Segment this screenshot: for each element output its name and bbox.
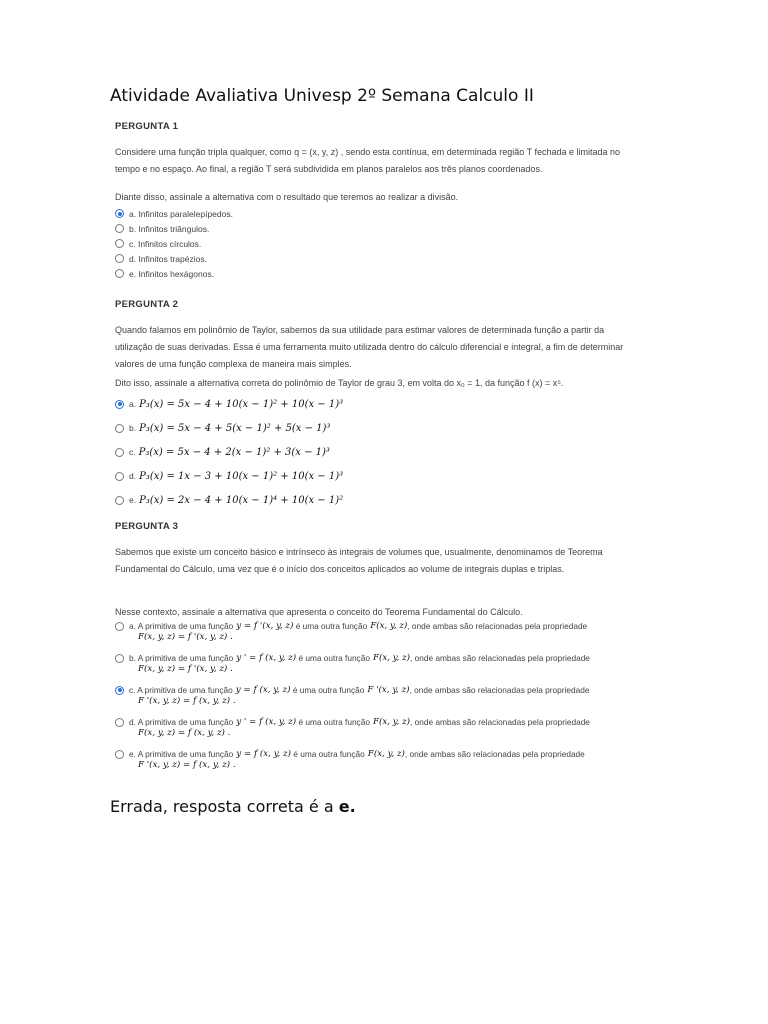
- option-formula: y = f (x, y, z): [236, 749, 291, 759]
- option-property-formula: F '(x, y, z) = f (x, y, z) .: [138, 696, 236, 706]
- radio-selected-icon[interactable]: [115, 209, 124, 218]
- option-q3-c[interactable]: [115, 685, 645, 717]
- option-text: é uma outra função: [292, 685, 365, 695]
- question-1-text-line-2: tempo e no espaço. Ao final, a região T será subdividida em planos paralelos aos três planos coordenados.: [115, 164, 543, 174]
- option-q3-a[interactable]: [115, 621, 645, 653]
- option-text: e. A primitiva de uma função: [129, 749, 234, 759]
- radio-icon[interactable]: [115, 496, 124, 505]
- option-text: , onde ambas são relacionadas pela propriedade: [409, 685, 590, 695]
- option-text: a. A primitiva de uma função: [129, 621, 234, 631]
- radio-icon[interactable]: [115, 424, 124, 433]
- question-1-prompt: Diante disso, assinale a alternativa com o resultado que teremos ao realizar a divisão.: [115, 192, 459, 202]
- radio-icon[interactable]: [115, 750, 124, 759]
- option-formula: P₃(x) = 2x − 4 + 10(x − 1)⁴ + 10(x − 1)²: [139, 494, 344, 506]
- option-label: c. Infinitos círculos.: [129, 238, 202, 249]
- option-q1-b[interactable]: [115, 221, 645, 236]
- option-text: , onde ambas são relacionadas pela propriedade: [410, 653, 590, 663]
- option-letter: a.: [129, 399, 137, 409]
- option-formula: P₃(x) = 5x − 4 + 5(x − 1)² + 5(x − 1)³: [139, 422, 331, 434]
- result-answer: e.: [338, 797, 356, 816]
- result-statement: [110, 797, 356, 816]
- option-letter: e.: [129, 495, 137, 505]
- option-formula: P₃(x) = 5x − 4 + 10(x − 1)² + 10(x − 1)³: [139, 398, 344, 410]
- option-letter: c.: [129, 447, 136, 457]
- option-property-formula: F(x, y, z) = f '(x, y, z) .: [138, 664, 233, 674]
- question-1-options: [115, 206, 645, 281]
- option-q2-c[interactable]: [115, 440, 645, 464]
- radio-icon[interactable]: [115, 239, 124, 248]
- option-formula: P₃(x) = 5x − 4 + 2(x − 1)² + 3(x − 1)³: [138, 446, 330, 458]
- option-formula: y ' = f (x, y, z): [236, 717, 297, 727]
- radio-icon[interactable]: [115, 269, 124, 278]
- radio-icon[interactable]: [115, 448, 124, 457]
- radio-selected-icon[interactable]: [115, 400, 124, 409]
- question-2-prompt: Dito isso, assinale a alternativa correta do polinômio de Taylor de grau 3, em volta do x₀ = 1, da função f (x) = x⁵.: [115, 378, 564, 388]
- option-q2-b[interactable]: [115, 416, 645, 440]
- question-2-text-line-2: utilização de suas derivadas. Essa é uma ferramenta muito utilizada dentro do cálculo diferencial e integral, a fim de determinar: [115, 342, 624, 352]
- option-q2-a[interactable]: [115, 392, 645, 416]
- question-2: [115, 299, 645, 512]
- option-q1-a[interactable]: [115, 206, 645, 221]
- option-formula: P₃(x) = 1x − 3 + 10(x − 1)² + 10(x − 1)³: [139, 470, 344, 482]
- option-text: c. A primitiva de uma função: [129, 685, 233, 695]
- question-1-header: PERGUNTA 1: [115, 121, 179, 132]
- option-formula: F(x, y, z): [367, 749, 405, 759]
- question-3: [115, 521, 645, 781]
- option-formula: F '(x, y, z): [367, 685, 410, 695]
- result-text: Errada, resposta correta é a: [110, 797, 339, 816]
- question-1-text-line-1: Considere uma função tripla qualquer, como q = (x, y, z) , sendo esta contínua, em determinada região T fechada e limitada no: [115, 147, 621, 157]
- option-label: e. Infinitos hexágonos.: [129, 268, 215, 279]
- radio-icon[interactable]: [115, 254, 124, 263]
- option-formula: y = f (x, y, z): [235, 685, 291, 695]
- option-formula: F(x, y, z): [372, 653, 411, 663]
- question-2-options: [115, 392, 645, 512]
- option-q2-d[interactable]: [115, 464, 645, 488]
- question-2-text-line-3: valores de uma função complexa de maneira mais simples.: [115, 359, 352, 369]
- option-formula: y = f '(x, y, z): [236, 621, 294, 631]
- radio-icon[interactable]: [115, 654, 124, 663]
- option-letter: b.: [129, 423, 137, 433]
- radio-icon[interactable]: [115, 224, 124, 233]
- option-text: b. A primitiva de uma função: [129, 653, 234, 663]
- radio-icon[interactable]: [115, 622, 124, 631]
- option-letter: d.: [129, 471, 137, 481]
- question-2-header: PERGUNTA 2: [115, 299, 179, 310]
- option-property-formula: F(x, y, z) = f '(x, y, z) .: [138, 632, 233, 642]
- radio-selected-icon[interactable]: [115, 686, 124, 695]
- option-q3-e[interactable]: [115, 749, 645, 781]
- option-text: d. A primitiva de uma função: [129, 717, 234, 727]
- option-text: , onde ambas são relacionadas pela propriedade: [410, 717, 590, 727]
- question-3-header: PERGUNTA 3: [115, 521, 179, 532]
- question-1: [115, 121, 645, 281]
- option-formula: y ' = f (x, y, z): [236, 653, 297, 663]
- option-formula: F(x, y, z): [370, 621, 408, 631]
- question-2-text-line-1: Quando falamos em polinômio de Taylor, sabemos da sua utilidade para estimar valores de determinada função a partir da: [115, 325, 605, 335]
- option-q3-b[interactable]: [115, 653, 645, 685]
- option-text: é uma outra função: [298, 653, 370, 663]
- option-q2-e[interactable]: [115, 488, 645, 512]
- option-q1-e[interactable]: [115, 266, 645, 281]
- document-title: Atividade Avaliativa Univesp 2º Semana Calculo II: [110, 86, 534, 106]
- option-q3-d[interactable]: [115, 717, 645, 749]
- option-formula: F(x, y, z): [372, 717, 411, 727]
- option-text: é uma outra função: [293, 749, 365, 759]
- question-3-text-line-1: Sabemos que existe um conceito básico e intrínseco às integrais de volumes que, usualmente, denominamos de Teorema: [115, 547, 603, 557]
- option-property-formula: F(x, y, z) = f (x, y, z) .: [138, 728, 231, 738]
- option-text: é uma outra função: [298, 717, 370, 727]
- option-property-formula: F '(x, y, z) = f (x, y, z) .: [138, 760, 236, 770]
- question-3-prompt: Nesse contexto, assinale a alternativa que apresenta o conceito do Teorema Fundamental do Cálculo.: [115, 607, 523, 617]
- option-label: a. Infinitos paralelepípedos.: [129, 208, 233, 219]
- option-q1-c[interactable]: [115, 236, 645, 251]
- question-3-text-line-2: Fundamental do Cálculo, uma vez que é o início dos conceitos aplicados ao volume de integrais duplas e triplas.: [115, 564, 565, 574]
- option-text: é uma outra função: [295, 621, 368, 631]
- option-text: , onde ambas são relacionadas pela propriedade: [407, 621, 588, 631]
- option-label: b. Infinitos triângulos.: [129, 223, 210, 234]
- option-q1-d[interactable]: [115, 251, 645, 266]
- option-text: , onde ambas são relacionadas pela propriedade: [404, 749, 585, 759]
- radio-icon[interactable]: [115, 718, 124, 727]
- option-label: d. Infinitos trapézios.: [129, 253, 207, 264]
- radio-icon[interactable]: [115, 472, 124, 481]
- question-3-options: [115, 621, 645, 781]
